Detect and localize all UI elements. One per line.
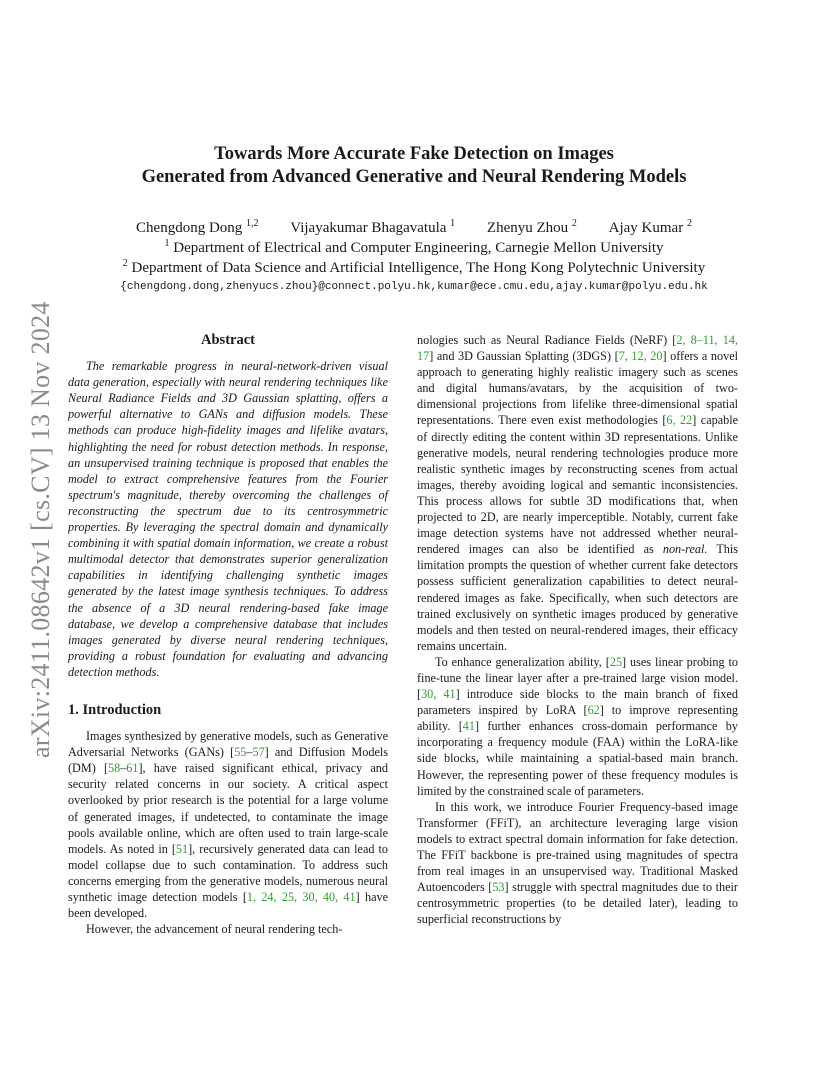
citation-link[interactable]: 51 — [175, 841, 189, 856]
abstract-heading: Abstract — [201, 332, 255, 348]
right-column — [417, 332, 738, 927]
body-paragraph-2: To enhance generalization ability, [25] uses linear probing to fine-tune the linear layer after a pre-trained large vision model. [30, 41] introduce side blocks to the main branch of fixed parameters inspired by LoRA [62] to improve representing ability. [41] further enhances cross-domain performance by incorporating a frequency module (FAA) within the LoRA-like side blocks, while maintaining a spatial-based main branch. However, the representing power of these frequency modules is limited by the constrained scale of parameters. — [417, 654, 739, 798]
citation-link[interactable]: 61 — [126, 761, 139, 776]
citation-link[interactable]: 58 — [108, 761, 121, 776]
body-paragraph-3: In this work, we introduce Fourier Frequency-based image Transformer (FFiT), an architecture leveraging large vision models to extract spectral domain information for fake detection. The FFiT backbone is pre-trained using magnitudes of spectra from real images in an unsupervised way. Traditional Masked Autoencoders [53] struggle with spectral magnitudes due to their centrosymmetric properties (to be detailed later), leading to superficial reconstructions by — [417, 799, 738, 927]
citation-link[interactable]: 2, 8–11, 14, 17 — [417, 333, 738, 364]
citation-link[interactable]: 7, 12, 20 — [618, 349, 663, 364]
citation-link[interactable]: 1, 24, 25, 30, 40, 41 — [246, 890, 356, 904]
arxiv-identifier-stamp: arXiv:2411.08642v1 [cs.CV] 13 Nov 2024 — [26, 301, 55, 758]
author: Chengdong Dong $^{1,2}$ — [136, 218, 259, 236]
author: Ajay Kumar $^2$ — [608, 218, 692, 236]
citation-link[interactable]: 25 — [609, 654, 623, 669]
citation-link[interactable]: 41 — [462, 719, 475, 734]
affiliation-1: $^1$ Department of Electrical and Computer Engineering, Carnegie Mellon University — [164, 238, 664, 256]
author: Vijayakumar Bhagavatula $^1$ — [290, 218, 456, 236]
body-paragraph-1: nologies such as Neural Radiance Fields (NeRF) [2, 8–11, 14, 17] and 3D Gaussian Splatting (3DGS) [7, 12, 20] offers a novel approach to generating highly realistic imagery such as scenes and digital humans/avatars, by the acquisition of two-dimensional projections from lifelike three-dimensional spatial representations. There even exist methodologies [6, 22] capable of directly editing the content within 3D representations. Unlike generative models, neural rendering technologies produce more realistic synthetic images by reconstructing scenes from actual images, thereby avoiding logical and semantic inconsistencies. This process allows for subtle 3D modifications that, when projected to 2D, are nearly imperceptible. Notably, current fake image detection systems have not addressed whether neural-rendered images can also be identified as non-real. This limitation prompts the question of whether current fake detectors possess sufficient generalization capabilities to detect neural-rendered images as fake. Specifically, when such detectors are trained exclusively on synthetic images produced by generative models and then tested on neural-rendered images, their efficacy remains uncertain. — [417, 333, 738, 653]
title-line-2: Generated from Advanced Generative and Neural Rendering Models — [141, 167, 687, 187]
title-line-1: Towards More Accurate Fake Detection on Images — [214, 144, 614, 164]
author-emails: {chengdong.dong,zhenyucs.zhou}@connect.polyu.hk,kumar@ece.cmu.edu,ajay.kumar@polyu.edu.hk — [120, 281, 708, 293]
intro-paragraph-1: Images synthesized by generative models, such as Generative Adversarial Networks (GANs) [55–57] and Diffusion Models (DM) [58–61], have raised significant ethical, privacy and security related concerns in our society. A critical aspect overlooked by prior research is the potential for a large volume of generated images, if undetected, to contaminate the image pools available online, which are often used to train large-scale models. As noted in [51], recursively generated data can lead to model collapse due to such contamination. To address such concerns emerging from the generative models, numerous neural synthetic image detection models [1, 24, 25, 30, 40, 41] have been developed. — [68, 729, 388, 921]
introduction-heading: 1. Introduction — [68, 701, 162, 718]
citation-link[interactable]: 57 — [252, 745, 265, 760]
emphasis-text: non-real. — [662, 542, 708, 557]
left-column — [68, 332, 388, 937]
author: Zhenyu Zhou $^2$ — [486, 218, 577, 236]
abstract-text: The remarkable progress in neural-network-driven visual data generation, especially with neural rendering techniques like Neural Radiance Fields and 3D Gaussian splatting, offers a powerful alternative to GANs and diffusion models. These methods can produce high-fidelity images and lifelike avatars, highlighting the need for robust detection methods. In response, an unsupervised training technique is proposed that enables the model to extract comprehensive features from the Fourier spectrum's magnitude, thereby overcoming the challenges of reconstructing the spectrum due to its centrosymmetric properties. By leveraging the spectral domain and dynamically combining it with spatial domain information, we create a robust multimodal detector that demonstrates superior generalization capabilities in identifying challenging synthetic images generated by the latest image synthesis techniques. To address the absence of a 3D neural rendering-based fake image database, we develop a comprehensive database that includes images generated by diverse neural rendering techniques, providing a robust foundation for evaluating and advancing detection methods. — [68, 359, 388, 679]
intro-paragraph-2: However, the advancement of neural rendering tech- — [86, 922, 343, 937]
citation-link[interactable]: 55 — [234, 745, 247, 760]
paper-title — [0, 143, 828, 189]
citation-link[interactable]: 53 — [492, 880, 505, 895]
citation-link[interactable]: 6, 22 — [666, 413, 693, 428]
affiliation-2: $^2$ Department of Data Science and Artificial Intelligence, The Hong Kong Polytechnic University — [122, 258, 706, 276]
author-list — [0, 218, 828, 237]
citation-link[interactable]: 62 — [587, 703, 600, 718]
citation-link[interactable]: 30, 41 — [421, 687, 456, 702]
